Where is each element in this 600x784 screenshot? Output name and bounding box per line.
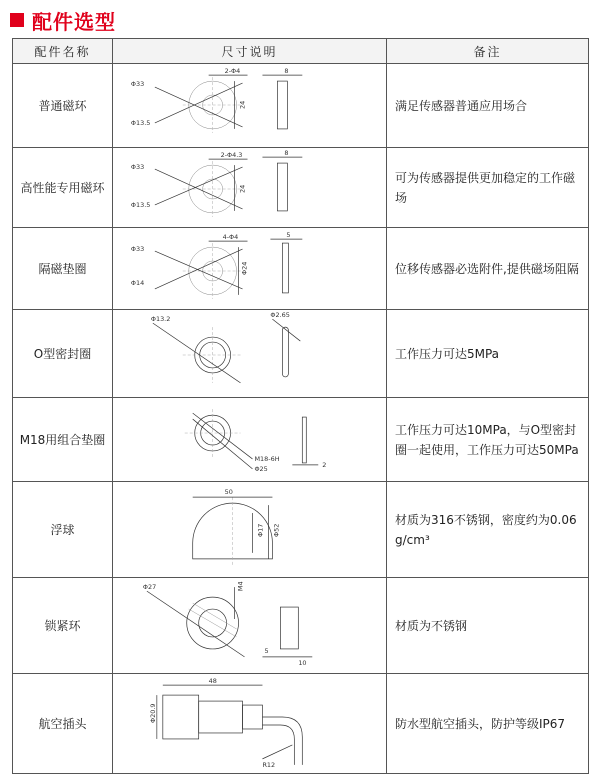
label-thick: 8: [284, 148, 289, 157]
label-a: 5: [264, 646, 269, 655]
red-square-icon: [10, 13, 24, 27]
table-row: [13, 148, 589, 228]
part-name: 浮球: [13, 482, 113, 578]
label-width: 50: [224, 487, 233, 496]
label-outer: Φ25: [254, 464, 268, 473]
label-thick: 2: [322, 460, 327, 469]
label-inner: Φ14: [130, 278, 145, 287]
dimension-drawing: [113, 578, 387, 674]
part-name: M18用组合垫圈: [13, 398, 113, 482]
dimension-drawing: [113, 482, 387, 578]
label-height: Φ24: [240, 261, 249, 275]
label-hole: Φ17: [256, 523, 265, 537]
label-dia: Φ20.9: [148, 703, 157, 723]
part-note: 材质为不锈钢: [387, 578, 589, 674]
dimension-drawing: [113, 674, 387, 774]
label-holes: 2-Φ4: [224, 66, 241, 75]
label-b: 10: [298, 658, 307, 667]
label-holes: 2-Φ4.3: [220, 150, 243, 159]
table-row: [13, 578, 589, 674]
table-row: [13, 310, 589, 398]
part-name: 普通磁环: [13, 64, 113, 148]
header-dims: 尺寸说明: [113, 39, 387, 64]
label-outer: Φ33: [130, 162, 145, 171]
part-name: 高性能专用磁环: [13, 148, 113, 228]
label-diameter: Φ52: [272, 523, 281, 537]
label-outer: Φ27: [142, 582, 157, 591]
label-height: 24: [238, 100, 247, 109]
dimension-drawing: [113, 228, 387, 310]
dimension-drawing: [113, 398, 387, 482]
label-inner: Φ13.5: [130, 200, 151, 209]
header-notes: 备注: [387, 39, 589, 64]
dimension-drawing: [113, 64, 387, 148]
section-header: [10, 6, 116, 34]
table-header-row: [13, 39, 589, 64]
header-name: 配件名称: [13, 39, 113, 64]
part-name: 锁紧环: [13, 578, 113, 674]
label-height: 24: [238, 184, 247, 193]
part-note: 位移传感器必选附件,提供磁场阻隔: [387, 228, 589, 310]
part-note: 可为传感器提供更加稳定的工作磁场: [387, 148, 589, 228]
part-note: 工作压力可达10MPa，与O型密封圈一起使用，工作压力可达50MPa: [387, 398, 589, 482]
label-thread: M18-6H: [254, 454, 280, 463]
page-title: 配件选型: [32, 9, 116, 34]
label-holes: 4-Φ4: [222, 232, 239, 241]
label-outer: Φ33: [130, 244, 145, 253]
label-length: 48: [208, 676, 217, 685]
table-row: [13, 398, 589, 482]
accessory-table: [12, 38, 589, 774]
dimension-drawing: [113, 310, 387, 398]
table-row: [13, 228, 589, 310]
label-radius: R12: [262, 760, 276, 769]
dimension-drawing: [113, 148, 387, 228]
label-thick: 5: [286, 230, 291, 239]
label-screw: M4: [236, 580, 245, 591]
part-note: 材质为316不锈钢，密度约为0.06 g/cm³: [387, 482, 589, 578]
label-inner: Φ13.5: [130, 118, 151, 127]
label-outer: Φ13.2: [150, 314, 171, 323]
part-note: 防水型航空插头，防护等级IP67: [387, 674, 589, 774]
label-section: Φ2.65: [270, 310, 290, 319]
label-outer: Φ33: [130, 79, 145, 88]
part-name: O型密封圈: [13, 310, 113, 398]
table-row: [13, 674, 589, 774]
table-row: [13, 482, 589, 578]
label-thick: 8: [284, 66, 289, 75]
part-note: 工作压力可达5MPa: [387, 310, 589, 398]
table-row: [13, 64, 589, 148]
part-name: 航空插头: [13, 674, 113, 774]
part-note: 满足传感器普通应用场合: [387, 64, 589, 148]
part-name: 隔磁垫圈: [13, 228, 113, 310]
